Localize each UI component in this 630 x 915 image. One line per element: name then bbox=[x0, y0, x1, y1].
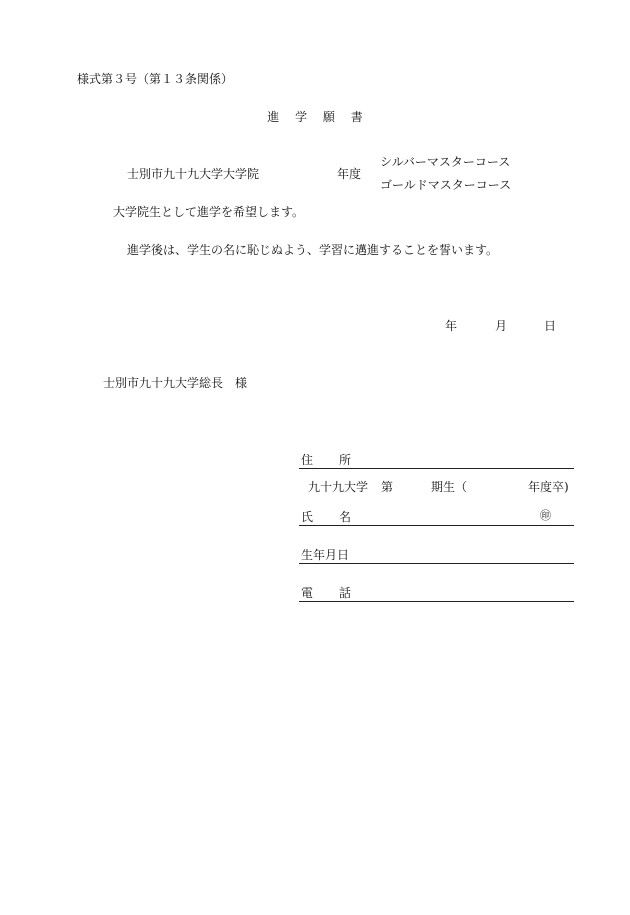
name-label-char-1: 氏 bbox=[301, 510, 314, 524]
graduation-year-label: 年度卒) bbox=[528, 480, 569, 494]
document-title bbox=[0, 111, 630, 123]
date-month-label: 月 bbox=[495, 319, 508, 333]
course-option-silver: シルバーマスターコース bbox=[380, 155, 511, 169]
paragraph-request: 大学院生として進学を希望します。 bbox=[113, 205, 305, 219]
graduation-ki-label: 期生（ bbox=[431, 480, 468, 494]
date-year-label: 年 bbox=[445, 319, 458, 333]
address-label-char-2: 所 bbox=[339, 453, 352, 467]
graduation-school: 九十九大学 bbox=[308, 480, 369, 494]
title-char-1: 進 bbox=[267, 110, 280, 124]
address-field-line[interactable] bbox=[299, 468, 574, 469]
year-suffix: 年度 bbox=[337, 167, 362, 181]
address-label-char-1: 住 bbox=[301, 453, 314, 467]
date-day-label: 日 bbox=[544, 319, 557, 333]
title-char-4: 書 bbox=[350, 110, 363, 124]
phone-field-line[interactable] bbox=[299, 601, 574, 602]
university-name: 士別市九十九大学大学院 bbox=[127, 167, 260, 181]
seal-mark-icon: ㊞ bbox=[540, 509, 551, 522]
title-char-3: 願 bbox=[322, 110, 335, 124]
graduation-dai-label: 第 bbox=[381, 480, 394, 494]
addressee: 士別市九十九大学総長 様 bbox=[103, 376, 248, 390]
phone-label-char-2: 話 bbox=[339, 586, 352, 600]
birthdate-field-line[interactable] bbox=[299, 563, 574, 564]
phone-label-char-1: 電 bbox=[301, 586, 314, 600]
course-option-gold: ゴールドマスターコース bbox=[380, 178, 512, 192]
paragraph-pledge: 進学後は、学生の名に恥じぬよう、学習に邁進することを誓います。 bbox=[127, 243, 499, 257]
title-char-2: 学 bbox=[295, 110, 308, 124]
name-field-line[interactable] bbox=[299, 525, 574, 526]
birthdate-label: 生年月日 bbox=[301, 548, 350, 562]
form-number: 様式第３号（第１３条関係） bbox=[77, 72, 234, 86]
name-label-char-2: 名 bbox=[339, 510, 352, 524]
